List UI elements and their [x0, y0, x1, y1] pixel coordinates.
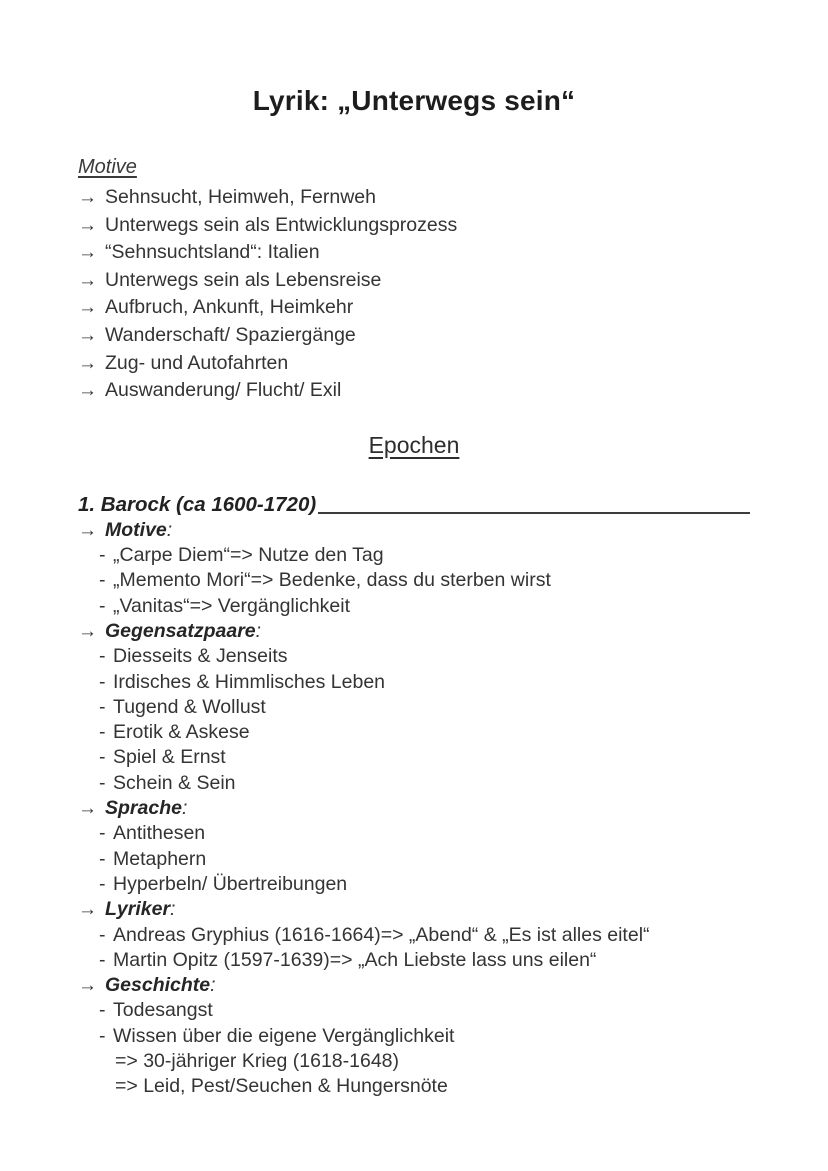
dash-bullet: - [99, 645, 106, 668]
list-item-text: „Carpe Diem“=> Nutze den Tag [113, 544, 384, 567]
page-title: Lyrik: „Unterwegs sein“ [252, 85, 576, 116]
list-item [78, 720, 750, 745]
list-item-text: “Sehnsuchtsland“: Italien [105, 241, 320, 264]
barock-heading [78, 492, 750, 518]
list-item [78, 322, 750, 350]
arrow-bullet-icon: → [78, 519, 97, 541]
list-item [78, 212, 750, 240]
list-item-text: Hyperbeln/ Übertreibungen [113, 872, 348, 895]
sub-list-item-text: => Leid, Pest/Seuchen & Hungersnöte [115, 1075, 448, 1098]
list-item [78, 771, 750, 796]
arrow-bullet-icon: → [78, 975, 97, 997]
arrow-bullet-icon: → [78, 324, 97, 346]
sub-list-item [78, 1049, 750, 1074]
list-item-text: Aufbruch, Ankunft, Heimkehr [105, 296, 354, 319]
sub-list-item-text: => 30-jähriger Krieg (1618-1648) [115, 1049, 400, 1072]
sub-list-item [78, 1074, 750, 1099]
dash-bullet: - [99, 999, 106, 1022]
subsection-label: Motive [105, 518, 167, 541]
list-item-text: Auswanderung/ Flucht/ Exil [105, 379, 342, 402]
list-item-text: Martin Opitz (1597-1639)=> „Ach Liebste lass uns eilen“ [113, 948, 597, 971]
subsection-heading-gegensatzpaare [78, 619, 750, 644]
list-item [78, 872, 750, 897]
list-item [78, 377, 750, 405]
dash-bullet: - [99, 695, 106, 718]
arrow-bullet-icon: → [78, 798, 97, 820]
list-item-text: Spiel & Ernst [113, 746, 226, 769]
list-item-text: „Memento Mori“=> Bedenke, dass du sterben wirst [113, 569, 551, 592]
epochen-section-heading: Epochen [368, 431, 460, 458]
list-item-text: Tugend & Wollust [113, 695, 266, 718]
subsection-colon: : [255, 619, 262, 642]
arrow-bullet-icon: → [78, 242, 97, 264]
subsection-heading-lyriker [78, 897, 750, 922]
list-item [78, 948, 750, 973]
dash-bullet: - [99, 872, 106, 895]
list-item-text: Erotik & Askese [113, 721, 250, 744]
list-item-text: Antithesen [113, 822, 206, 845]
dash-bullet: - [99, 544, 106, 567]
list-item [78, 821, 750, 846]
list-item-text: Unterwegs sein als Entwicklungsprozess [105, 213, 458, 236]
epochen-heading-wrap [78, 430, 750, 460]
list-item [78, 350, 750, 378]
list-item-text: Diesseits & Jenseits [113, 645, 288, 668]
arrow-bullet-icon: → [78, 380, 97, 402]
dash-bullet: - [99, 594, 106, 617]
list-item [78, 670, 750, 695]
dash-bullet: - [99, 1024, 106, 1047]
dash-bullet: - [99, 847, 106, 870]
subsection-colon: : [166, 518, 173, 541]
list-item-text: Irdisches & Himmlisches Leben [113, 670, 386, 693]
subsection-heading-motive [78, 518, 750, 543]
list-item [78, 745, 750, 770]
subsection-label: Lyriker [105, 898, 171, 921]
subsection-heading-sprache [78, 796, 750, 821]
subsection-colon: : [181, 797, 188, 820]
dash-bullet: - [99, 948, 106, 971]
list-item-text: Unterwegs sein als Lebensreise [105, 268, 382, 291]
list-item [78, 695, 750, 720]
barock-section [78, 492, 750, 1100]
arrow-bullet-icon: → [78, 352, 97, 374]
list-item-text: „Vanitas“=> Vergänglichkeit [113, 594, 351, 617]
dash-bullet: - [99, 721, 106, 744]
list-item-text: Schein & Sein [113, 771, 236, 794]
list-item-text: Todesangst [113, 999, 213, 1022]
list-item [78, 923, 750, 948]
list-item [78, 594, 750, 619]
arrow-bullet-icon: → [78, 214, 97, 236]
list-item-text: Wanderschaft/ Spaziergänge [105, 323, 356, 346]
list-item-text: Andreas Gryphius (1616-1664)=> „Abend“ & „Es ist alles eitel“ [113, 923, 650, 946]
list-item-text: Wissen über die eigene Vergänglichkeit [113, 1024, 455, 1047]
arrow-bullet-icon: → [78, 899, 97, 921]
dash-bullet: - [99, 569, 106, 592]
dash-bullet: - [99, 670, 106, 693]
list-item [78, 239, 750, 267]
arrow-bullet-icon: → [78, 297, 97, 319]
list-item [78, 294, 750, 322]
subsection-label: Gegensatzpaare [105, 619, 256, 642]
subsection-label: Sprache [105, 797, 182, 820]
list-item-text: Sehnsucht, Heimweh, Fernweh [105, 186, 376, 208]
dash-bullet: - [99, 771, 106, 794]
list-item [78, 184, 750, 212]
heading-underscore-line [318, 512, 750, 514]
arrow-bullet-icon: → [78, 269, 97, 291]
subsection-colon: : [210, 974, 216, 997]
list-item [78, 847, 750, 872]
subsection-label: Geschichte [105, 974, 211, 997]
list-item [78, 267, 750, 295]
list-item [78, 568, 750, 593]
arrow-bullet-icon: → [78, 620, 97, 642]
dash-bullet: - [99, 923, 106, 946]
list-item-text: Zug- und Autofahrten [105, 351, 289, 374]
list-item [78, 644, 750, 669]
barock-heading-text: 1. Barock (ca 1600-1720) [78, 492, 317, 516]
list-item [78, 1024, 750, 1049]
list-item [78, 998, 750, 1023]
subsection-colon: : [170, 898, 176, 921]
subsection-heading-geschichte [78, 973, 750, 998]
dash-bullet: - [99, 746, 106, 769]
dash-bullet: - [99, 822, 106, 845]
motive-list [78, 184, 750, 405]
arrow-bullet-icon: → [78, 187, 97, 208]
motive-section-heading: Motive [78, 156, 137, 178]
list-item-text: Metaphern [113, 847, 207, 870]
list-item [78, 543, 750, 568]
